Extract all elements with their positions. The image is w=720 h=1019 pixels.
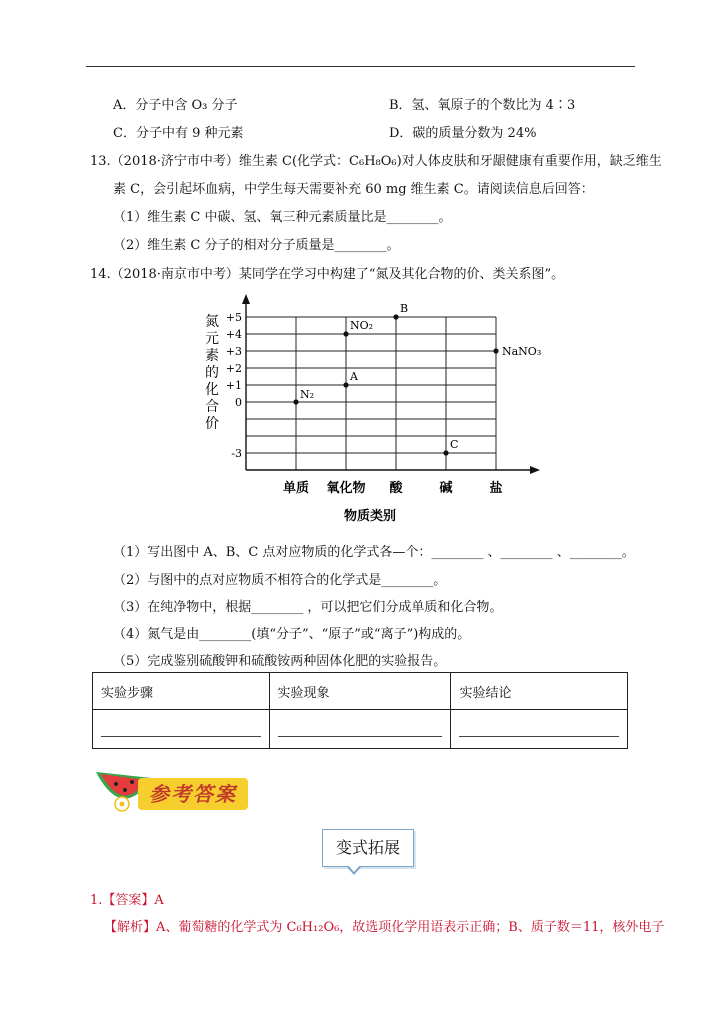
y-axis-label-char: 价 [205,416,219,432]
q14-sub1: （1）写出图中 A、B、C 点对应物质的化学式各—个：________ 、________ 、________。 [113,545,635,560]
valence-class-chart [190,290,550,530]
header-rule [86,66,635,67]
q13-sub2: （2）维生素 C 分子的相对分子质量是________。 [113,238,400,253]
data-point [493,348,498,353]
chart-y-label [205,314,219,432]
data-point [443,450,448,455]
q12-option-c: C．分子中有 9 种元素 [113,126,244,141]
data-point [393,314,398,319]
data-point-label: N₂ [300,388,315,401]
y-tick-label: 0 [235,396,242,409]
y-tick-label: -3 [231,447,242,460]
table-header-row [93,673,628,710]
answer-1-explanation: 【解析】A、葡萄糖的化学式为 C₆H₁₂O₆，故选项化学用语表示正确；B、质子数＝11，核外电子 [104,920,665,935]
q12-option-b: B．氢、氧原子的个数比为 4∶3 [389,98,576,113]
chart-y-ticks [226,311,242,460]
answer-blank-cell[interactable] [93,710,270,749]
q14-sub2: （2）与图中的点对应物质不相符合的化学式是________。 [113,573,447,588]
y-axis-label-char: 元 [205,331,219,347]
data-point-label: C [450,438,459,451]
y-tick-label: +1 [225,379,242,392]
y-tick-label: +2 [225,362,242,375]
x-category-label: 盐 [489,481,503,496]
x-category-label: 氧化物 [326,481,366,496]
y-tick-label: +5 [225,311,242,324]
answer-blank-cell[interactable] [269,710,451,749]
y-tick-label: +4 [225,328,242,341]
x-category-label: 酸 [389,481,403,496]
q14-stem: 14.（2018·南京市中考）某同学在学习中构建了“氮及其化合物的价、类关系图”。 [90,267,565,282]
reference-answer-logo: 参考答案 [138,778,248,810]
y-axis-label-char: 合 [205,399,219,415]
data-point [343,382,348,387]
q13-stem-line2: 素 C，会引起坏血病，中学生每天需要补充 60 mg 维生素 C。请阅读信息后回答： [113,182,594,197]
y-tick-label: +3 [225,345,242,358]
data-point [293,399,298,404]
q12-option-a: A．分子中含 O₃ 分子 [113,98,238,113]
data-point-label: NO₂ [350,319,374,332]
q13-sub1: （1）维生素 C 中碳、氢、氧三种元素质量比是________。 [113,210,452,225]
q14-sub3: （3）在纯净物中，根据________ ，可以把它们分成单质和化合物。 [113,600,503,615]
y-axis-label-char: 氮 [205,314,219,330]
chart-grid [246,317,496,470]
x-category-label: 碱 [439,481,453,496]
table-row [93,710,628,749]
table-header-cell: 实验现象 [269,673,451,710]
experiment-report-table [92,672,628,749]
chart-points [293,302,541,456]
q14-sub4: （4）氮气是由________(填“分子”、“原子”或“离子”)构成的。 [113,627,471,642]
section-title-banner: 变式拓展 [322,829,414,867]
answer-blank-cell[interactable] [451,710,628,749]
q14-sub5: （5）完成鉴别硫酸钾和硫酸铵两种固体化肥的实验报告。 [113,654,447,669]
chart-x-categories [283,480,503,496]
chart-axes [242,294,540,474]
y-axis-label-char: 的 [205,365,219,381]
data-point-label: B [400,302,409,315]
q13-stem-line1: 13.（2018·济宁市中考）维生素 C(化学式：C₆H₈O₆)对人体皮肤和牙龈健康有重要作用，缺乏维生 [90,154,662,169]
data-point-label: NaNO₃ [502,345,542,358]
table-header-cell: 实验步骤 [93,673,270,710]
chart-x-label: 物质类别 [343,509,397,524]
data-point-label: A [350,370,358,383]
y-axis-arrow [242,294,250,304]
x-category-label: 单质 [282,481,310,496]
y-axis-label-char: 素 [205,348,219,364]
data-point [343,331,348,336]
q12-option-d: D．碳的质量分数为 24% [389,126,537,141]
x-axis-arrow [530,466,540,474]
answer-1: 1.【答案】A [90,893,164,908]
table-header-cell: 实验结论 [451,673,628,710]
y-axis-label-char: 化 [205,382,219,398]
